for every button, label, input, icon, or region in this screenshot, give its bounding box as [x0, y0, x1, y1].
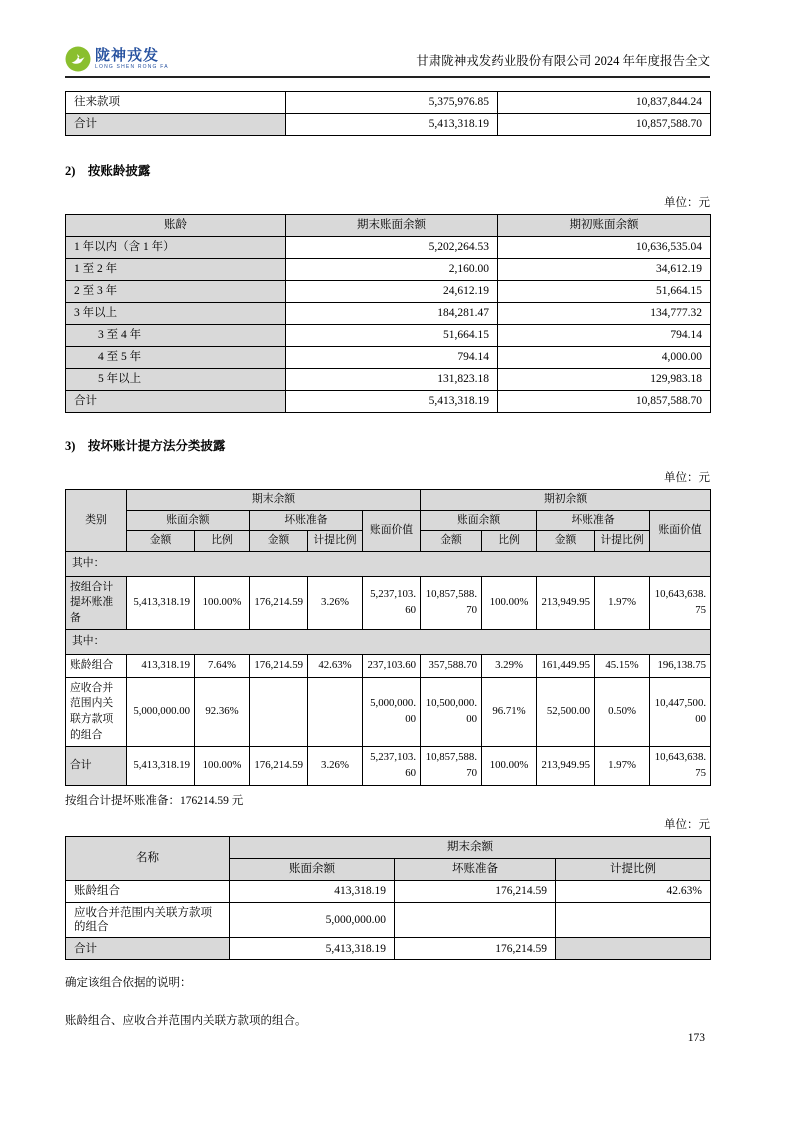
col-header-book-balance: 账面余额 — [230, 858, 395, 880]
col-header-book-balance: 账面余额 — [127, 510, 250, 531]
col-header-ratio: 比例 — [482, 531, 537, 552]
value-cell: 196,138.75 — [650, 655, 711, 678]
header-rule — [65, 76, 710, 78]
row-label: 5 年以上 — [66, 369, 286, 391]
ratio-cell — [556, 938, 711, 960]
page-number: 173 — [687, 1032, 705, 1044]
value-cell: 7.64% — [195, 655, 250, 678]
value-cell: 5,000,000.00 — [363, 677, 421, 747]
unit-label: 单位：元 — [664, 472, 710, 484]
row-label: 3 年以上 — [66, 303, 286, 325]
value-cell: 5,413,318.19 — [127, 747, 195, 785]
col-header-ratio: 比例 — [195, 531, 250, 552]
table-row — [66, 677, 711, 747]
table-row — [66, 92, 711, 114]
row-label: 合计 — [66, 391, 286, 413]
row-label: 2 至 3 年 — [66, 281, 286, 303]
table-row-total — [66, 391, 711, 413]
col-header-bad-debt: 坏账准备 — [250, 510, 363, 531]
value-cell: 3.26% — [308, 576, 363, 630]
basis-text: 账龄组合、应收合并范围内关联方款项的组合。 — [65, 1015, 307, 1028]
col-header-name: 名称 — [66, 836, 230, 880]
table-row — [66, 655, 711, 678]
divider-row — [66, 630, 711, 655]
end-amount-cell: 184,281.47 — [286, 303, 498, 325]
col-header-bad-debt: 坏账准备 — [537, 510, 650, 531]
ratio-cell: 42.63% — [556, 880, 711, 902]
aging-table — [65, 214, 711, 413]
row-label: 1 至 2 年 — [66, 259, 286, 281]
bad-debt-cell — [395, 902, 556, 938]
unit-label: 单位：元 — [664, 818, 710, 831]
ratio-cell — [556, 902, 711, 938]
value-cell: 237,103.60 — [363, 655, 421, 678]
table-header-row — [66, 215, 711, 237]
col-header-book-value: 账面价值 — [650, 510, 711, 551]
value-cell: 10,857,588.70 — [421, 576, 482, 630]
value-cell: 42.63% — [308, 655, 363, 678]
basis-title: 确定该组合依据的说明： — [65, 977, 192, 990]
end-amount-cell: 2,160.00 — [286, 259, 498, 281]
end-amount-cell: 131,823.18 — [286, 369, 498, 391]
table-header-row — [66, 510, 711, 531]
value-cell: 0.50% — [595, 677, 650, 747]
table-row-total — [66, 114, 711, 136]
col-header-end-balance: 期末账面余额 — [286, 215, 498, 237]
value-cell: 5,413,318.19 — [127, 576, 195, 630]
begin-amount-cell: 51,664.15 — [498, 281, 711, 303]
table-row — [66, 281, 711, 303]
bad-debt-cell: 176,214.59 — [395, 938, 556, 960]
value-cell: 1.97% — [595, 747, 650, 785]
col-header-book-balance: 账面余额 — [421, 510, 537, 531]
begin-amount-cell: 794.14 — [498, 325, 711, 347]
row-label: 合计 — [66, 747, 127, 785]
table-row — [66, 880, 711, 902]
begin-amount-cell: 134,777.32 — [498, 303, 711, 325]
value-cell: 5,000,000.00 — [127, 677, 195, 747]
value-cell: 161,449.95 — [537, 655, 595, 678]
carryover-table — [65, 91, 711, 136]
row-label: 按组合计提坏账准备 — [66, 576, 127, 630]
table-row-total — [66, 938, 711, 960]
value-cell: 45.15% — [595, 655, 650, 678]
table-row-total — [66, 747, 711, 785]
company-logo — [65, 46, 169, 72]
value-cell: 176,214.59 — [250, 576, 308, 630]
combo-provision-note: 按组合计提坏账准备：176214.59 元 — [65, 794, 244, 807]
book-balance-cell: 5,000,000.00 — [230, 902, 395, 938]
end-amount-cell: 24,612.19 — [286, 281, 498, 303]
value-cell: 92.36% — [195, 677, 250, 747]
book-balance-cell: 5,413,318.19 — [230, 938, 395, 960]
begin-amount-cell: 10,636,535.04 — [498, 237, 711, 259]
value-cell: 413,318.19 — [127, 655, 195, 678]
bad-debt-cell: 176,214.59 — [395, 880, 556, 902]
divider-label: 其中： — [66, 551, 711, 576]
row-label: 应收合并范围内关联方款项 的组合 — [66, 902, 230, 938]
table-row — [66, 369, 711, 391]
logo-brand-en: LONG SHEN RONG FA — [95, 63, 169, 70]
value-cell: 100.00% — [195, 576, 250, 630]
value-cell: 357,588.70 — [421, 655, 482, 678]
table-header-row — [66, 836, 711, 858]
value-cell: 100.00% — [195, 747, 250, 785]
end-amount-cell: 5,202,264.53 — [286, 237, 498, 259]
row-label: 账龄组合 — [66, 655, 127, 678]
begin-amount-cell: 129,983.18 — [498, 369, 711, 391]
table-row — [66, 303, 711, 325]
value-cell: 213,949.95 — [537, 576, 595, 630]
row-label: 应收合并范围内关联方款项的组合 — [66, 677, 127, 747]
table-row — [66, 576, 711, 630]
book-balance-cell: 413,318.19 — [230, 880, 395, 902]
value-cell: 176,214.59 — [250, 655, 308, 678]
row-label: 账龄组合 — [66, 880, 230, 902]
value-cell: 10,447,500.00 — [650, 677, 711, 747]
end-amount-cell: 5,413,318.19 — [286, 391, 498, 413]
bad-debt-method-table — [65, 489, 711, 786]
portfolio-table — [65, 836, 711, 961]
col-header-provision-ratio: 计提比例 — [595, 531, 650, 552]
value-cell: 10,643,638.75 — [650, 576, 711, 630]
logo-bird-icon — [65, 46, 91, 72]
begin-amount-cell: 10,837,844.24 — [498, 92, 711, 114]
value-cell: 100.00% — [482, 576, 537, 630]
section-heading-aging: 2) 按账龄披露 — [65, 164, 151, 178]
report-title: 甘肃陇神戎发药业股份有限公司 2024 年年度报告全文 — [416, 54, 710, 68]
col-header-provision-ratio: 计提比例 — [308, 531, 363, 552]
begin-amount-cell: 10,857,588.70 — [498, 114, 711, 136]
row-label: 3 至 4 年 — [66, 325, 286, 347]
page-header — [65, 46, 710, 72]
col-header-end-balance: 期末余额 — [230, 836, 711, 858]
value-cell: 5,237,103.60 — [363, 576, 421, 630]
col-header-amount: 金额 — [127, 531, 195, 552]
col-header-category: 类别 — [66, 490, 127, 552]
value-cell: 100.00% — [482, 747, 537, 785]
value-cell: 10,643,638.75 — [650, 747, 711, 785]
table-row — [66, 237, 711, 259]
end-amount-cell: 51,664.15 — [286, 325, 498, 347]
begin-amount-cell: 34,612.19 — [498, 259, 711, 281]
value-cell: 52,500.00 — [537, 677, 595, 747]
col-header-aging: 账龄 — [66, 215, 286, 237]
value-cell: 213,949.95 — [537, 747, 595, 785]
logo-text — [95, 48, 169, 71]
end-amount-cell: 794.14 — [286, 347, 498, 369]
value-cell: 1.97% — [595, 576, 650, 630]
row-label: 1 年以内（含 1 年） — [66, 237, 286, 259]
table-row — [66, 325, 711, 347]
table-row — [66, 902, 711, 938]
value-cell: 3.26% — [308, 747, 363, 785]
col-header-bad-debt: 坏账准备 — [395, 858, 556, 880]
value-cell: 176,214.59 — [250, 747, 308, 785]
col-header-begin-balance: 期初账面余额 — [498, 215, 711, 237]
begin-amount-cell: 4,000.00 — [498, 347, 711, 369]
value-cell: 10,857,588.70 — [421, 747, 482, 785]
divider-label: 其中： — [66, 630, 711, 655]
value-cell — [308, 677, 363, 747]
col-header-amount: 金额 — [537, 531, 595, 552]
table-row — [66, 347, 711, 369]
row-label: 4 至 5 年 — [66, 347, 286, 369]
row-label: 往来款项 — [66, 92, 286, 114]
table-header-row — [66, 490, 711, 511]
col-header-amount: 金额 — [421, 531, 482, 552]
col-header-amount: 金额 — [250, 531, 308, 552]
value-cell — [250, 677, 308, 747]
value-cell: 10,500,000.00 — [421, 677, 482, 747]
table-row — [66, 259, 711, 281]
row-label: 合计 — [66, 114, 286, 136]
end-amount-cell: 5,375,976.85 — [286, 92, 498, 114]
col-header-book-value: 账面价值 — [363, 510, 421, 551]
divider-row — [66, 551, 711, 576]
col-header-end-balance: 期末余额 — [127, 490, 421, 511]
end-amount-cell: 5,413,318.19 — [286, 114, 498, 136]
section-heading-method: 3) 按坏账计提方法分类披露 — [65, 439, 226, 453]
unit-label: 单位：元 — [664, 197, 710, 209]
value-cell: 3.29% — [482, 655, 537, 678]
value-cell: 96.71% — [482, 677, 537, 747]
col-header-provision-ratio: 计提比例 — [556, 858, 711, 880]
begin-amount-cell: 10,857,588.70 — [498, 391, 711, 413]
row-label: 合计 — [66, 938, 230, 960]
col-header-begin-balance: 期初余额 — [421, 490, 711, 511]
logo-brand-cn: 陇神戎发 — [95, 46, 160, 64]
value-cell: 5,237,103.60 — [363, 747, 421, 785]
